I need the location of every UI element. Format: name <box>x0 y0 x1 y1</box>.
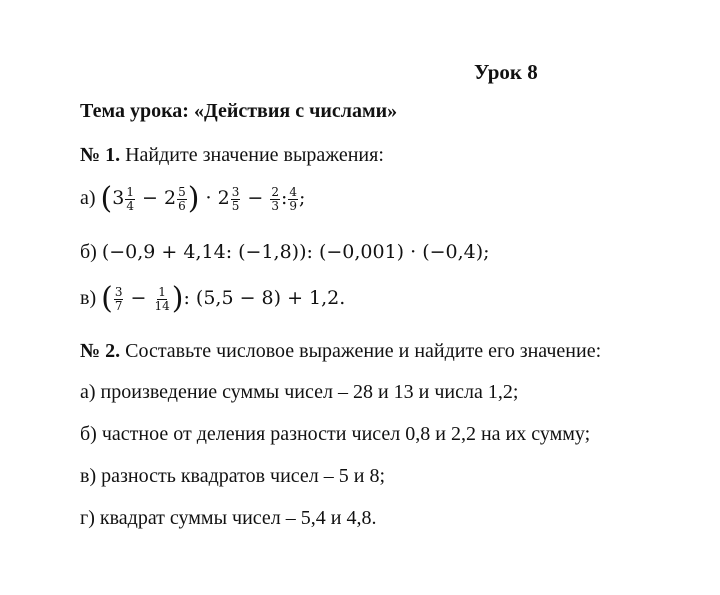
math-expression-b: (−0,9 + 4,14: (−1,8)): (−0,001) · (−0,4); <box>101 241 490 263</box>
topic-value: «Действия с числами» <box>193 100 398 122</box>
task2-item-d: г) квадрат суммы чисел – 5,4 и 4,8. <box>80 507 377 529</box>
whole-part: 2 <box>164 187 177 209</box>
lesson-title: Урок 8 <box>474 60 538 84</box>
task1-item-c <box>80 281 346 316</box>
task1-heading <box>80 145 384 165</box>
operator: : <box>281 187 288 209</box>
operator: − <box>142 187 158 209</box>
task2-item-c: в) разность квадратов чисел – 5 и 8; <box>80 465 386 487</box>
operator: − <box>130 287 147 309</box>
lesson-topic <box>80 101 397 121</box>
fraction: $\frac{5}{6}$ <box>178 184 186 213</box>
task2-instruction: Составьте числовое выражение и найдите его значение: <box>125 340 602 362</box>
fraction: $\frac{1}{4}$ <box>126 184 134 213</box>
operator: · <box>205 187 212 209</box>
fraction: $\frac{3}{7}$ <box>114 284 123 313</box>
item-letter: б) <box>80 241 97 263</box>
item-letter: а) <box>80 187 96 209</box>
task2-item-a: а) произведение суммы чисел – 28 и 13 и числа 1,2; <box>80 381 519 403</box>
fraction: $\frac{2}{3}$ <box>271 184 279 213</box>
fraction: $\frac{4}{9}$ <box>289 184 298 213</box>
task1-instruction: Найдите значение выражения: <box>125 144 384 166</box>
topic-label: Тема урока: <box>80 100 189 122</box>
task2-heading <box>80 341 601 361</box>
task2-item-b: б) частное от деления разности чисел 0,8 и 2,2 на их сумму; <box>80 423 591 445</box>
item-letter: в) <box>80 287 97 309</box>
task1-number: № 1. <box>80 144 121 166</box>
task1-item-b <box>80 242 490 262</box>
task2-number: № 2. <box>80 340 121 362</box>
fraction: $\frac{1}{14}$ <box>154 284 170 313</box>
math-expression-c: ( $\frac{3}{7}$ − $\frac{1}{14}$ ): (5,5 − 8) + 1,2. <box>101 281 346 316</box>
whole-part: 2 <box>217 187 230 209</box>
math-expression-a: (3 $\frac{1}{4}$ − 2 $\frac{5}{6}$ ) · 2 $\frac{3}{5}$ − $\frac{2}{3}$ : $\frac{4}{9}$ ; <box>100 181 306 216</box>
operator: − <box>247 187 264 209</box>
task1-item-a <box>80 181 306 216</box>
whole-part: 3 <box>112 187 125 209</box>
fraction: $\frac{3}{5}$ <box>231 184 240 213</box>
